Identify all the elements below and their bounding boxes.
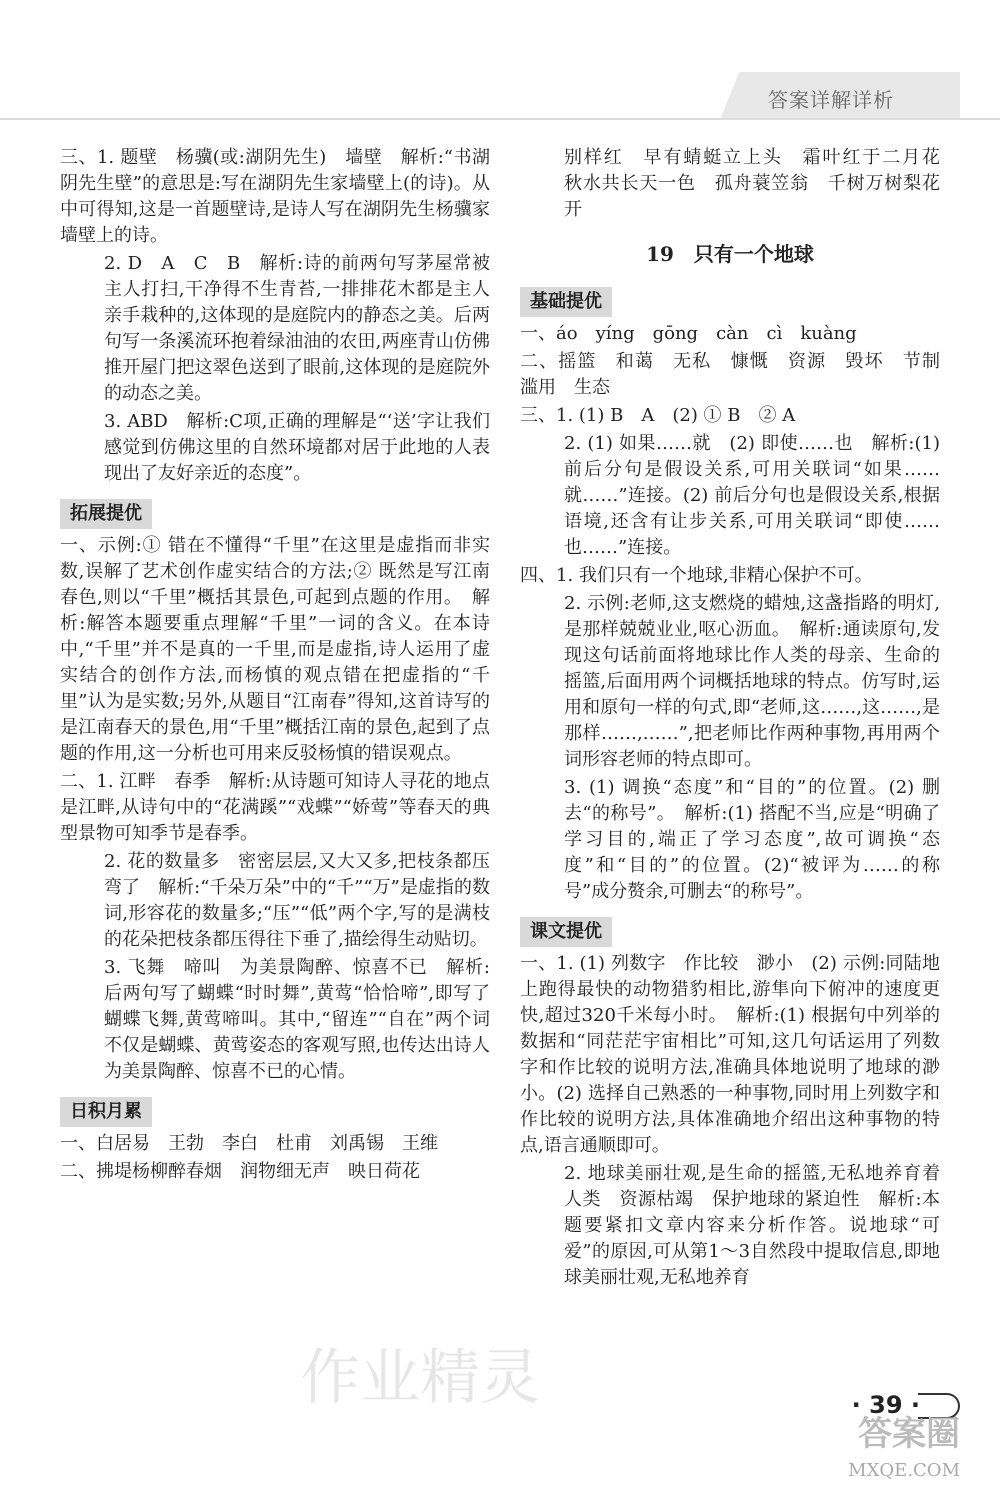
jichu-4: 2. (1) 如果……就 (2) 即使……也 解析:(1) 前后分句是假设关系,可用关联词“如果……就……”连接。(2) 前后分句也是假设关系,根据语境,还含有让步关系,可用关联词“即使……也……”连接。	[564, 433, 940, 558]
riji-2: 二、拂堤杨柳醉春烟 润物细无声 映日荷花	[60, 1161, 420, 1182]
tuozhan-1: 一、示例:① 错在不懂得“千里”在这里是虚指而非实数,误解了艺术创作虚实结合的方法;② 既然是写江南春色,则以“千里”概括其景色,可起到点题的作用。 解析:解答本题要重点理解“千里”一词的含义。在本诗中,“千里”并不是真的一千里,而是虚指,诗人运用了虚实结合的创作方法,而杨慎的观点错在把虚指的“千里”认为是实数;另外,从题目“江南春”得知,这首诗写的是江南春天的景色,用“千里”概括江南的景色,起到了点题的作用,这一分析也可用来反驳杨慎的错误观点。	[60, 535, 490, 764]
lesson-title: 19 只有一个地球	[646, 242, 814, 266]
kewen-1: 一、1. (1) 列数字 作比较 渺小 (2) 示例:同陆地上跑得最快的动物猎豹相比,游隼向下俯冲的速度更快,超过320千米每小时。 解析:(1) 根据句中列举的数据和“同茫茫宇宙相比”可知,这几句话运用了列数字和作比较的说明方法,准确具体地说明了地球的渺小。(2) 选择自己熟悉的一种事物,同时用上列数字和作比较的说明方法,具体准确地介绍出这种事物的特点,语言通顺即可。	[520, 953, 940, 1156]
jichu-3: 三、1. (1) B A (2) ① B ② A	[520, 405, 796, 426]
jichu-5: 四、1. 我们只有一个地球,非精心保护不可。	[520, 565, 873, 586]
jichu-7: 3. (1) 调换“态度”和“目的”的位置。(2) 删去“的称号”。 解析:(1) 搭配不当,应是“明确了学习目的,端正了学习态度”,故可调换“态度”和“目的”的位置。(2)“被评为……的称号”成分赘余,可删去“的称号”。	[564, 777, 940, 902]
left-answer-3: 3. ABD 解析:C项,正确的理解是“‘送’字让我们感觉到仿佛这里的自然环境都对居于此地的人表现出了友好亲近的态度”。	[104, 411, 490, 484]
header-rule	[0, 118, 1000, 120]
footer-logo: 答案圈	[858, 1414, 960, 1454]
tuozhan-4: 3. 飞舞 啼叫 为美景陶醉、惊喜不已 解析:后两句写了蝴蝶“时时舞”,黄莺“恰恰啼”,即写了蝴蝶飞舞,黄莺啼叫。其中,“留连”“自在”两个词不仅是蝴蝶、黄莺姿态的客观写照,也传达出诗人为美景陶醉、惊喜不已的心情。	[104, 957, 491, 1082]
section-label-tuozhan: 拓展提优	[60, 499, 152, 529]
left-answer-1: 三、1. 题壁 杨骥(或:湖阴先生) 墙壁 解析:“书湖阴先生壁”的意思是:写在湖阴先生家墙壁上(的诗)。从中可得知,这是一首题壁诗,是诗人写在湖阴先生杨骥家墙壁上的诗。	[60, 147, 490, 246]
tuozhan-3: 2. 花的数量多 密密层层,又大又多,把枝条都压弯了 解析:“千朵万朵”中的“千”“万”是虚指的数词,形容花的数量多;“压”“低”两个字,写的是满枝的花朵把枝条都压得往下垂了,描绘得生动贴切。	[104, 851, 490, 950]
riji-1: 一、白居易 王勃 李白 杜甫 刘禹锡 王维	[60, 1133, 438, 1154]
page-number: · 39 ·	[851, 1391, 920, 1419]
kewen-2: 2. 地球美丽壮观,是生命的摇篮,无私地养育着人类 资源枯竭 保护地球的紧迫性 解析:本题要紧扣文章内容来分析作答。说地球“可爱”的原因,可从第1～3自然段中提取信息,即地球美丽壮观,无私地养育	[564, 1163, 940, 1288]
jichu-1: 一、áo yíng gōng càn cì kuàng	[520, 323, 857, 344]
right-column	[520, 145, 958, 1293]
jichu-6: 2. 示例:老师,这支燃烧的蜡烛,这盏指路的明灯,是那样兢兢业业,呕心沥血。 解析:通读原句,发现这句话前面将地球比作人类的母亲、生命的摇篮,后面用两个词概括地球的特点。仿写时,运用和原句一样的句式,即“老师,这……,这……,是那样……,……”,把老师比作两种事物,再用两个词形容老师的特点即可。	[564, 593, 940, 770]
section-label-kewen: 课文提优	[520, 917, 612, 947]
left-column	[60, 145, 490, 1187]
jichu-2: 二、摇篮 和蔼 无私 慷慨 资源 毁坏 节制 滥用 生态	[520, 351, 958, 398]
header-title: 答案详解详析	[768, 88, 894, 112]
right-top-continued: 别样红 早有蜻蜓立上头 霜叶红于二月花 秋水共长天一色 孤舟蓑笠翁 千树万树梨花开	[564, 147, 958, 220]
section-label-jichu: 基础提优	[520, 287, 612, 317]
header-tab	[720, 72, 960, 120]
footer-site: MXQE.COM	[848, 1460, 960, 1481]
left-answer-2: 2. D A C B 解析:诗的前两句写茅屋常被主人打扫,干净得不生青苔,一排排花木都是主人亲手栽种的,这体现的是庭院内的静态之美。后两句写一条溪流环抱着绿油油的农田,两座青山仿佛推开屋门把这翠色送到了眼前,这体现的是庭院外的动态之美。	[104, 253, 490, 404]
section-label-riji: 日积月累	[60, 1097, 152, 1127]
tuozhan-2: 二、1. 江畔 春季 解析:从诗题可知诗人寻花的地点是江畔,从诗句中的“花满蹊”“戏蝶”“娇莺”等春天的典型景物可知季节是春季。	[60, 771, 490, 844]
watermark: 作业精灵	[300, 1343, 540, 1413]
